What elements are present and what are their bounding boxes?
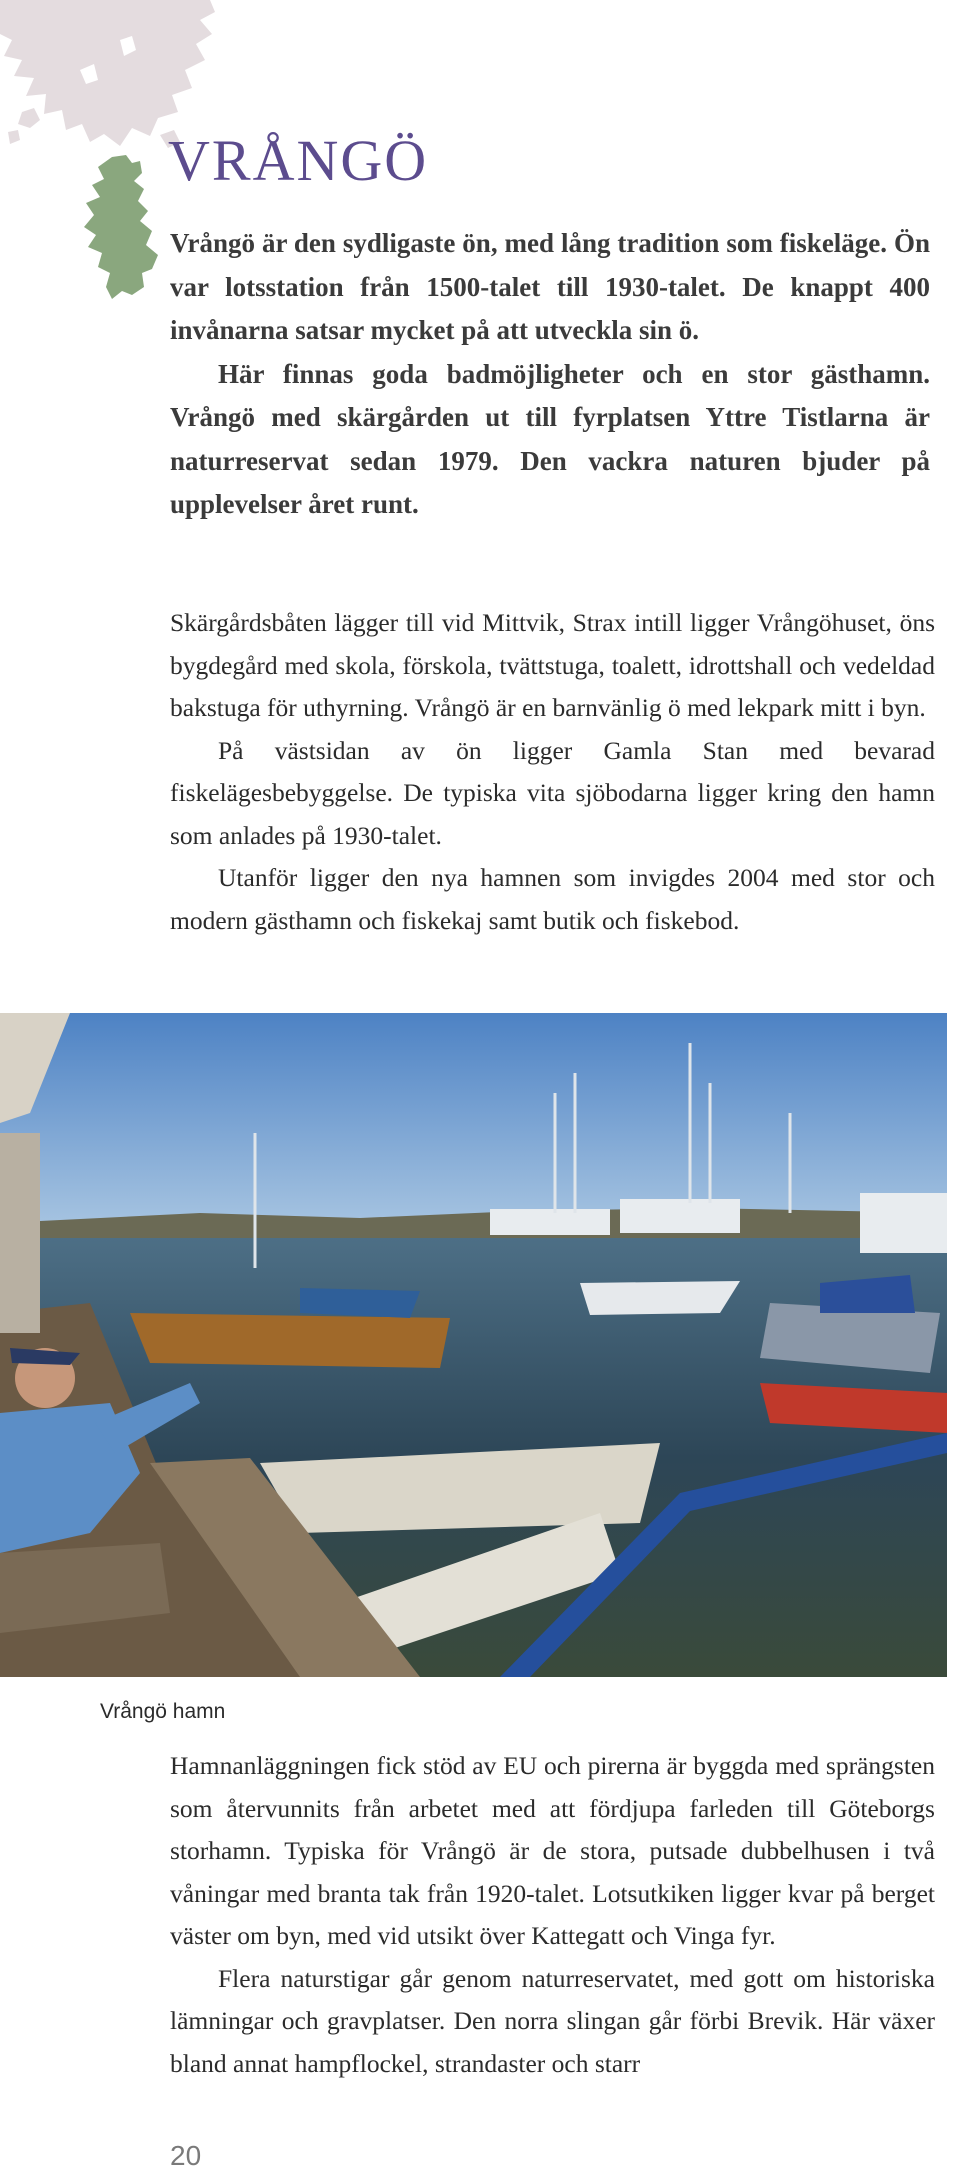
page-title: VRÅNGÖ: [168, 128, 429, 193]
body-paragraph: Hamnanläggningen fick stöd av EU och pirerna är byggda med sprängsten som återvunnits från arbetet med att fördjupa farleden till Göteborgs storhamn. Typiska för Vrångö är de stora, putsade dubbelhusen i två våningar med branta tak från 1920-talet. Lotsutkiken ligger kvar på berget väster om byn, med vid utsikt över Kattegatt och Vinga fyr.: [170, 1751, 935, 1950]
body-paragraph: Flera naturstigar går genom naturreservatet, med gott om historiska lämningar och gravplatser. Den norra slingan går förbi Brevik. Här växer bland annat hampflockel, strandaster och starr: [170, 1963, 935, 2078]
island-silhouette: [82, 155, 162, 300]
page-number: 20: [170, 2140, 202, 2171]
body-paragraph: Skärgårdsbåten lägger till vid Mittvik, Strax intill ligger Vrångöhuset, öns bygdegård med skola, förskola, tvättstuga, toalett, idrottshall och vedeldad bakstuga för uthyrning. Vrångö är en barnvänlig ö med lekpark mitt i byn.: [170, 608, 935, 722]
body-paragraph: På västsidan av ön ligger Gamla Stan med bevarad fiskelägesbebyggelse. De typiska vita sjöbodarna ligger kring den hamn som anlades på 1930-talet.: [170, 735, 935, 850]
body-paragraph: Utanför ligger den nya hamnen som invigdes 2004 med stor och modern gästhamn och fiskekaj samt butik och fiskebod.: [170, 863, 935, 935]
intro-paragraph: Här finnas goda badmöjligheter och en stor gästhamn. Vrångö med skärgården ut till fyrplatsen Yttre Tistlarna är naturreservat sedan 1979. Den vackra naturen bjuder på upplevelser året runt.: [170, 358, 930, 519]
intro-paragraph: Vrångö är den sydligaste ön, med lång tradition som fiskeläge. Ön var lotsstation från 1500-talet till 1930-talet. De knappt 400 invånarna satsar mycket på att utveckla sin ö.: [170, 228, 930, 345]
body-text-upper: [170, 602, 935, 942]
photo-caption: Vrångö hamn: [100, 1700, 226, 1723]
body-text-lower: [170, 1745, 935, 2085]
harbor-photo: [0, 1013, 947, 1677]
intro-text: [170, 222, 930, 527]
